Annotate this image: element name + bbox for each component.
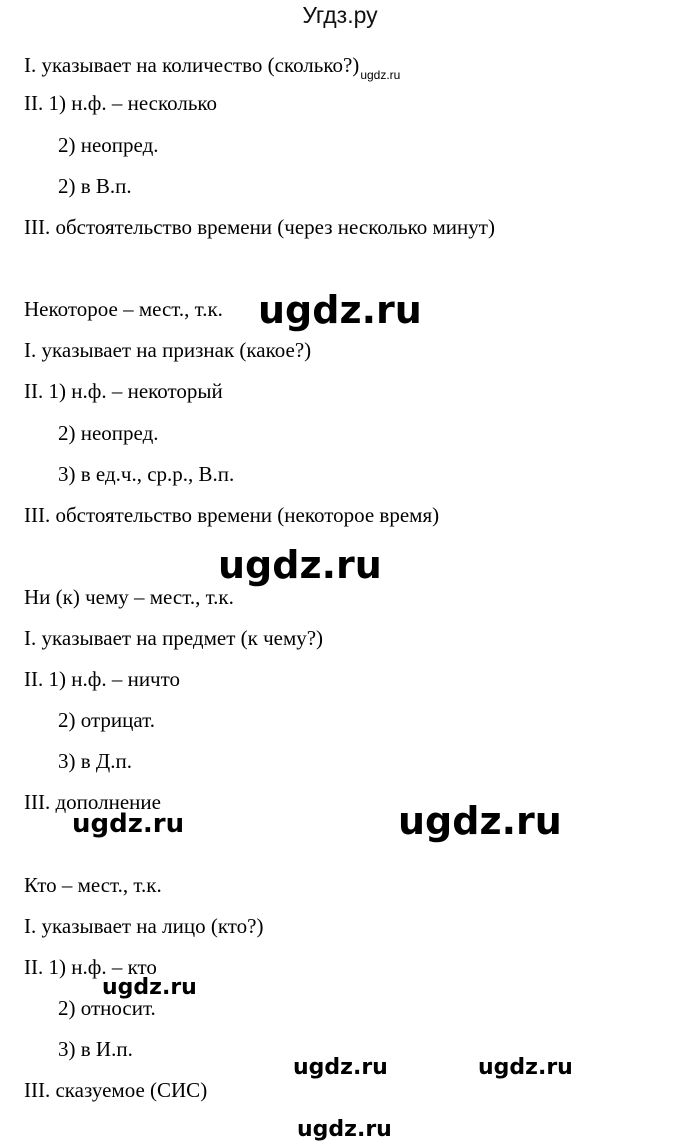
- block1-line1-text: I. указывает на количество (сколько?): [24, 53, 360, 77]
- block2-heading: Некоторое – мест., т.к.: [24, 297, 223, 321]
- block2-line1: I. указывает на признак (какое?): [24, 338, 312, 362]
- block3-line4: 3) в Д.п.: [58, 749, 132, 773]
- block3-heading: Ни (к) чему – мест., т.к.: [24, 585, 234, 609]
- block4-line3: 2) относит.: [58, 996, 156, 1020]
- watermark-logo: ugdz.ru: [218, 543, 382, 587]
- block4-line1: I. указывает на лицо (кто?): [24, 914, 264, 938]
- block2-line2: II. 1) н.ф. – некоторый: [24, 379, 223, 403]
- block2-line3: 2) неопред.: [58, 421, 159, 445]
- block3-line5: III. дополнение: [24, 790, 161, 814]
- block1-line3: 2) неопред.: [58, 133, 159, 157]
- block1-line2: II. 1) н.ф. – несколько: [24, 91, 218, 115]
- page-header: Угдз.ру: [302, 2, 378, 28]
- block1-line4: 2) в В.п.: [58, 174, 132, 198]
- block3-line3: 2) отрицат.: [58, 708, 156, 732]
- watermark-logo: ugdz.ru: [293, 1055, 388, 1080]
- watermark-logo: ugdz.ru: [478, 1055, 573, 1080]
- inline-watermark: ugdz.ru: [360, 68, 401, 82]
- block3-line2: II. 1) н.ф. – ничто: [24, 667, 181, 691]
- block4-line2: II. 1) н.ф. – кто: [24, 955, 157, 979]
- watermark-logo: ugdz.ru: [72, 809, 185, 839]
- watermark-logo: ugdz.ru: [398, 799, 562, 843]
- block2-line4: 3) в ед.ч., ср.р., В.п.: [58, 462, 235, 486]
- watermark-logo: ugdz.ru: [297, 1117, 392, 1142]
- watermark-logo: ugdz.ru: [258, 288, 422, 332]
- block3-line1: I. указывает на предмет (к чему?): [24, 626, 324, 650]
- block2-line5: III. обстоятельство времени (некоторое время): [24, 503, 440, 527]
- block4-line4: 3) в И.п.: [58, 1037, 133, 1061]
- block1-line5: III. обстоятельство времени (через несколько минут): [24, 215, 495, 239]
- watermark-logo: ugdz.ru: [102, 975, 197, 1000]
- block4-line5: III. сказуемое (СИС): [24, 1078, 208, 1102]
- block1-line1: [24, 52, 400, 81]
- block4-heading: Кто – мест., т.к.: [24, 873, 162, 897]
